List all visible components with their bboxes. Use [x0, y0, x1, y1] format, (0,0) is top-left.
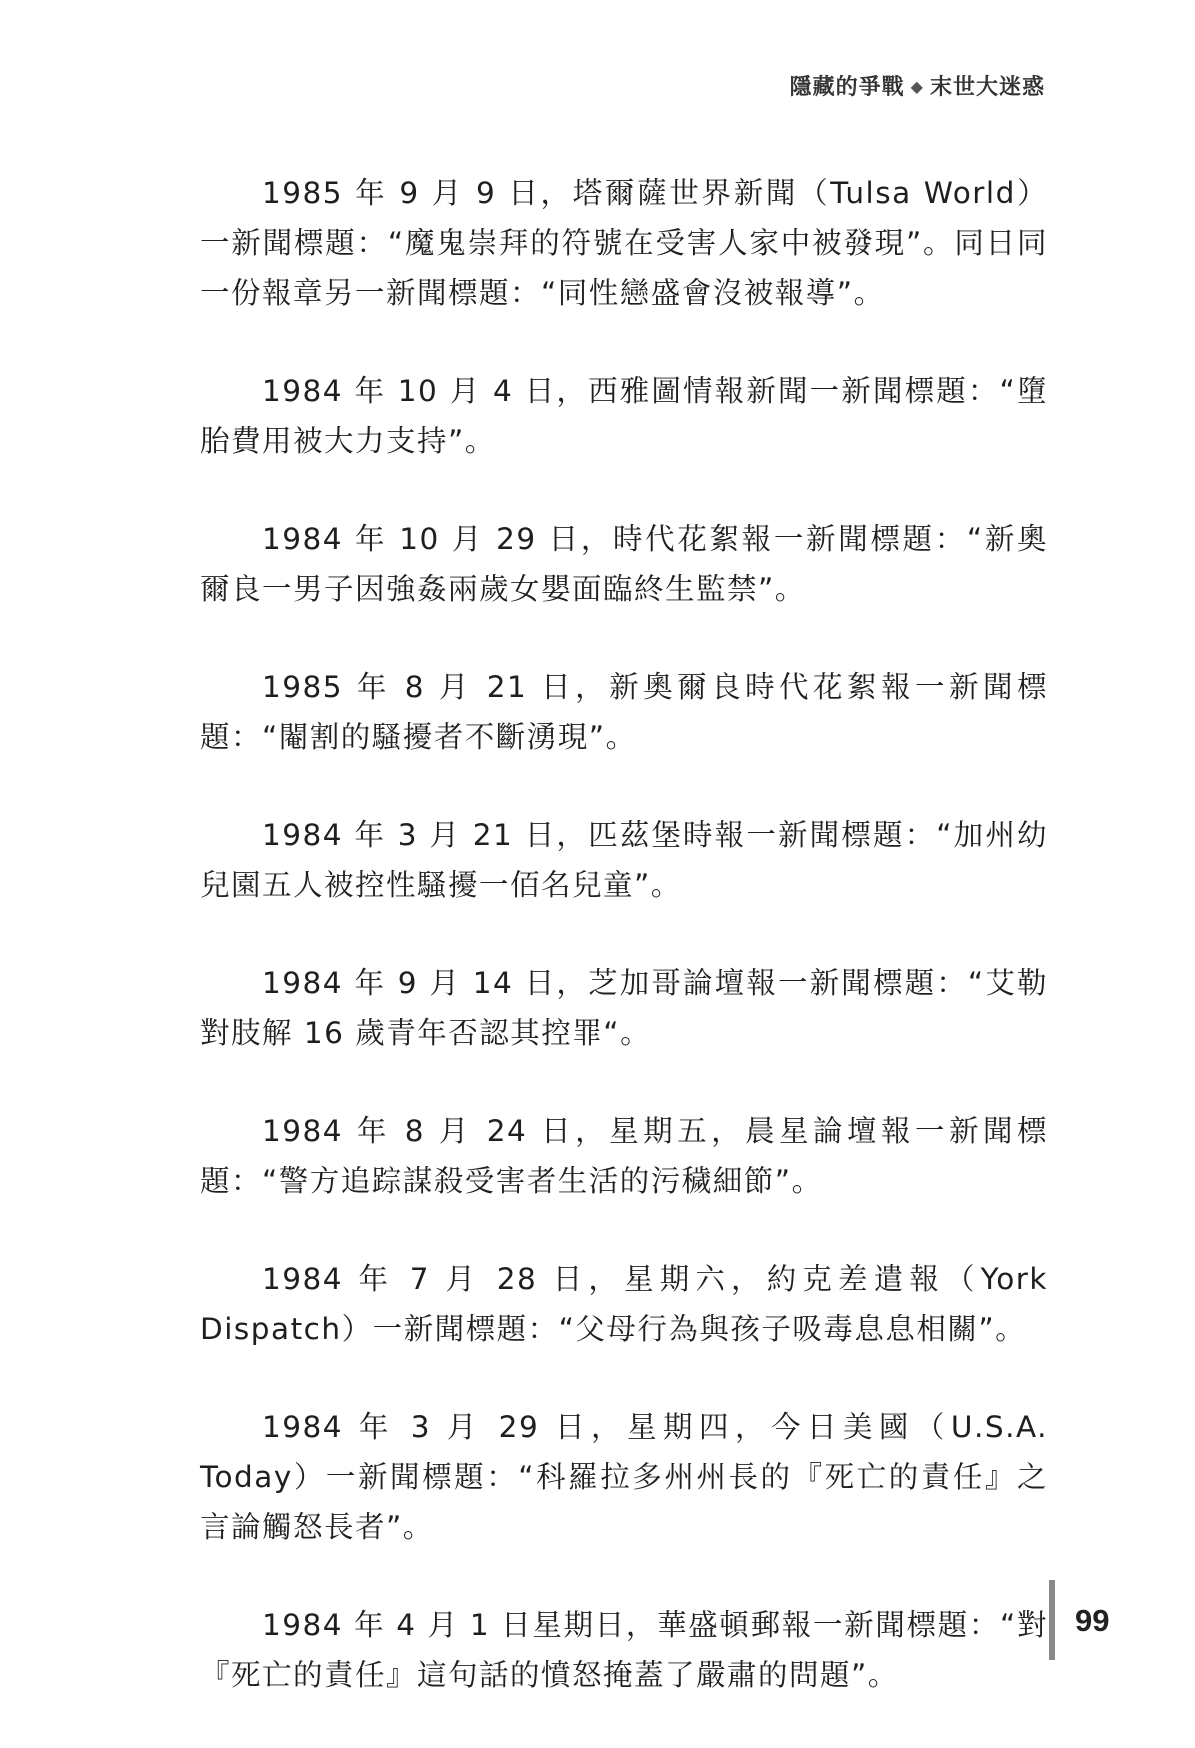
paragraph-10: 1984 年 4 月 1 日星期日，華盛頓郵報一新聞標題：“對『死亡的責任』這句話的憤怒掩蓋了嚴肅的問題”。	[200, 1608, 1048, 1692]
paragraph-3: 1984 年 10 月 29 日，時代花絮報一新聞標題：“新奧爾良一男子因強姦兩歲女嬰面臨終生監禁”。	[200, 522, 1048, 606]
paragraph-5: 1984 年 3 月 21 日，匹茲堡時報一新聞標題：“加州幼兒園五人被控性騷擾一佰名兒童”。	[200, 818, 1048, 902]
paragraph-2: 1984 年 10 月 4 日，西雅圖情報新聞一新聞標題：“墮胎費用被大力支持”。	[200, 374, 1048, 458]
page-number: 99	[1075, 1603, 1110, 1638]
diamond-separator-icon: ◆	[910, 77, 924, 96]
paragraph-8: 1984 年 7 月 28 日，星期六，約克差遣報（York Dispatch）一新聞標題：“父母行為與孩子吸毒息息相關”。	[200, 1262, 1048, 1346]
paragraph-7: 1984 年 8 月 24 日，星期五，晨星論壇報一新聞標題：“警方追踪謀殺受害者生活的污穢細節”。	[200, 1114, 1048, 1198]
paragraph-4: 1985 年 8 月 21 日，新奧爾良時代花絮報一新聞標題：“閹割的騷擾者不斷湧現”。	[200, 670, 1048, 754]
book-title: 隱藏的爭戰	[789, 75, 905, 100]
page-number-rule	[1049, 1580, 1055, 1660]
chapter-title: 末世大迷惑	[929, 75, 1045, 100]
paragraph-6: 1984 年 9 月 14 日，芝加哥論壇報一新聞標題：“艾勒對肢解 16 歲青年否認其控罪“。	[200, 966, 1048, 1050]
body-text	[200, 168, 1048, 1748]
running-header	[790, 70, 1045, 101]
paragraph-9: 1984 年 3 月 29 日，星期四，今日美國（U.S.A. Today）一新聞標題：“科羅拉多州州長的『死亡的責任』之言論觸怒長者”。	[200, 1410, 1048, 1544]
paragraph-1: 1985 年 9 月 9 日，塔爾薩世界新聞（Tulsa World）一新聞標題：“魔鬼崇拜的符號在受害人家中被發現”。同日同一份報章另一新聞標題：“同性戀盛會沒被報導”。	[200, 176, 1048, 310]
